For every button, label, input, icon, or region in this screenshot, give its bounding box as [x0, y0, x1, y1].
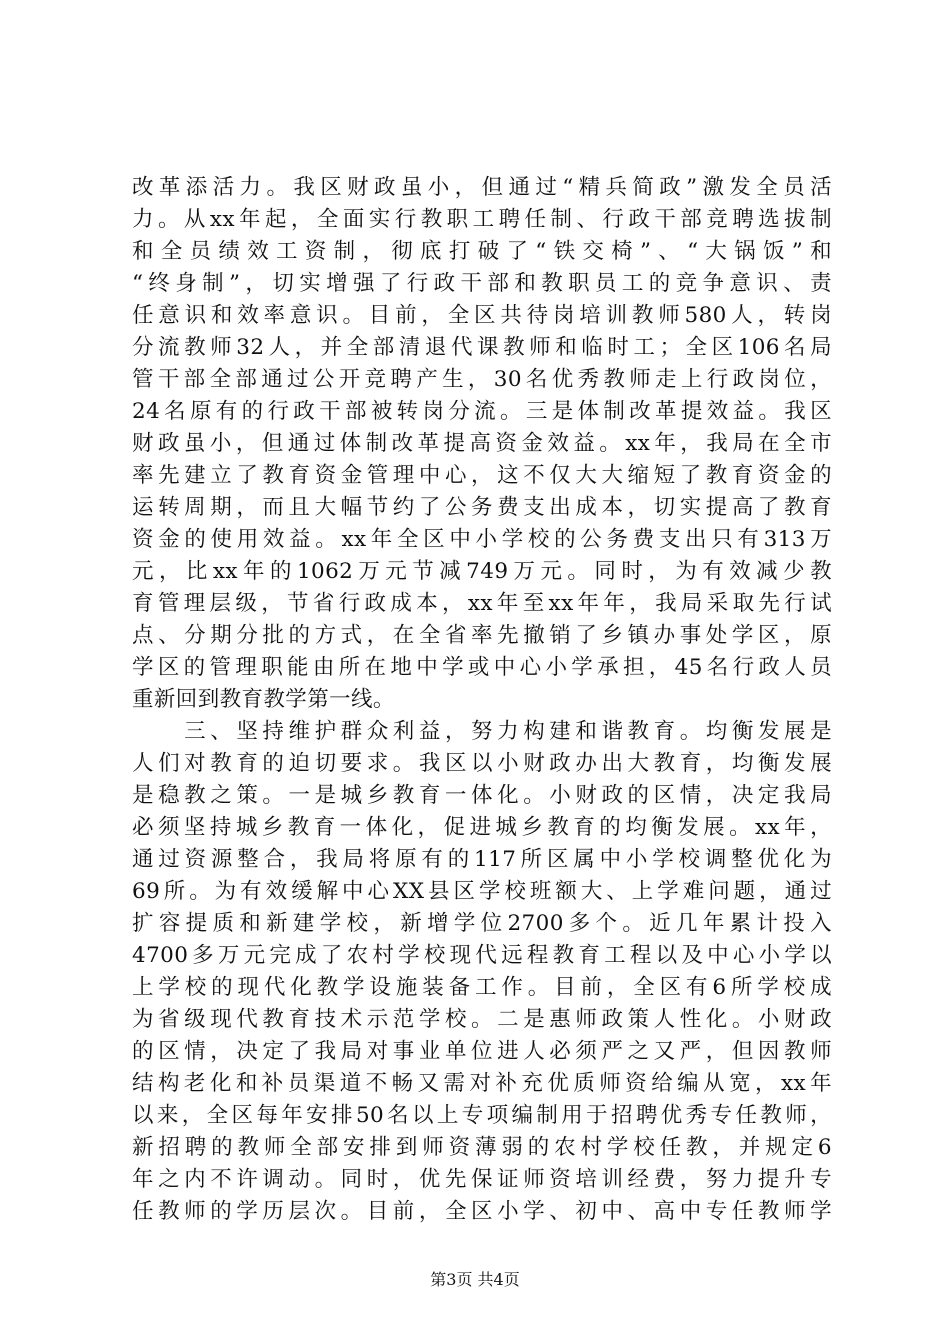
- text-line: 的区情，决定了我局对事业单位进人必须严之又严，但因教师: [132, 1039, 832, 1064]
- text-line: 为省级现代教育技术示范学校。二是惠师政策人性化。小财政: [132, 1007, 832, 1032]
- text-line: 年之内不许调动。同时，优先保证师资培训经费，努力提升专: [132, 1167, 832, 1192]
- text-line: 元，比xx年的1062万元节减749万元。同时，为有效减少教: [132, 559, 832, 584]
- text-line: 点、分期分批的方式，在全省率先撤销了乡镇办事处学区，原: [132, 623, 832, 648]
- text-line: 是稳教之策。一是城乡教育一体化。小财政的区情，决定我局: [132, 783, 832, 808]
- page-footer: 第3页 共4页: [430, 1270, 520, 1289]
- text-line: 运转周期，而且大幅节约了公务费支出成本，切实提高了教育: [132, 495, 832, 520]
- text-line: 育管理层级，节省行政成本，xx年至xx年年，我局采取先行试: [132, 591, 832, 616]
- text-line: “终身制”，切实增强了行政干部和教职员工的竞争意识、责: [132, 271, 832, 296]
- text-line: 人们对教育的迫切要求。我区以小财政办出大教育，均衡发展: [132, 751, 832, 776]
- text-line: 改革添活力。我区财政虽小，但通过“精兵简政”激发全员活: [132, 175, 832, 200]
- text-line: 和全员绩效工资制，彻底打破了“铁交椅”、“大锅饭”和: [132, 239, 832, 264]
- text-line: 资金的使用效益。xx年全区中小学校的公务费支出只有313万: [132, 527, 832, 552]
- text-line: 财政虽小，但通过体制改革提高资金效益。xx年，我局在全市: [132, 431, 832, 456]
- text-line: 24名原有的行政干部被转岗分流。三是体制改革提效益。我区: [132, 399, 832, 424]
- text-line: 4700多万元完成了农村学校现代远程教育工程以及中心小学以: [132, 943, 832, 968]
- body-text: [132, 172, 832, 1228]
- text-line: 分流教师32人，并全部清退代课教师和临时工；全区106名局: [132, 335, 832, 360]
- text-line: 重新回到教育教学第一线。: [132, 687, 395, 712]
- text-line: 任意识和效率意识。目前，全区共待岗培训教师580人，转岗: [132, 303, 832, 328]
- text-line: 三、坚持维护群众利益，努力构建和谐教育。均衡发展是: [132, 719, 832, 744]
- text-line: 管干部全部通过公开竞聘产生，30名优秀教师走上行政岗位，: [132, 367, 832, 392]
- text-line: 力。从xx年起，全面实行教职工聘任制、行政干部竞聘选拔制: [132, 207, 832, 232]
- text-line: 以来，全区每年安排50名以上专项编制用于招聘优秀专任教师，: [132, 1103, 832, 1128]
- text-line: 结构老化和补员渠道不畅又需对补充优质师资给编从宽，xx年: [132, 1071, 832, 1096]
- text-line: 上学校的现代化教学设施装备工作。目前，全区有6所学校成: [132, 975, 832, 1000]
- text-line: 必须坚持城乡教育一体化，促进城乡教育的均衡发展。xx年，: [132, 815, 832, 840]
- text-line: 69所。为有效缓解中心XX县区学校班额大、上学难问题，通过: [132, 879, 832, 904]
- text-line: 率先建立了教育资金管理中心，这不仅大大缩短了教育资金的: [132, 463, 832, 488]
- text-line: 任教师的学历层次。目前，全区小学、初中、高中专任教师学: [132, 1199, 832, 1224]
- text-line: 扩容提质和新建学校，新增学位2700多个。近几年累计投入: [132, 911, 832, 936]
- text-line: 学区的管理职能由所在地中学或中心小学承担，45名行政人员: [132, 655, 832, 680]
- text-line: 新招聘的教师全部安排到师资薄弱的农村学校任教，并规定6: [132, 1135, 832, 1160]
- text-line: 通过资源整合，我局将原有的117所区属中小学校调整优化为: [132, 847, 832, 872]
